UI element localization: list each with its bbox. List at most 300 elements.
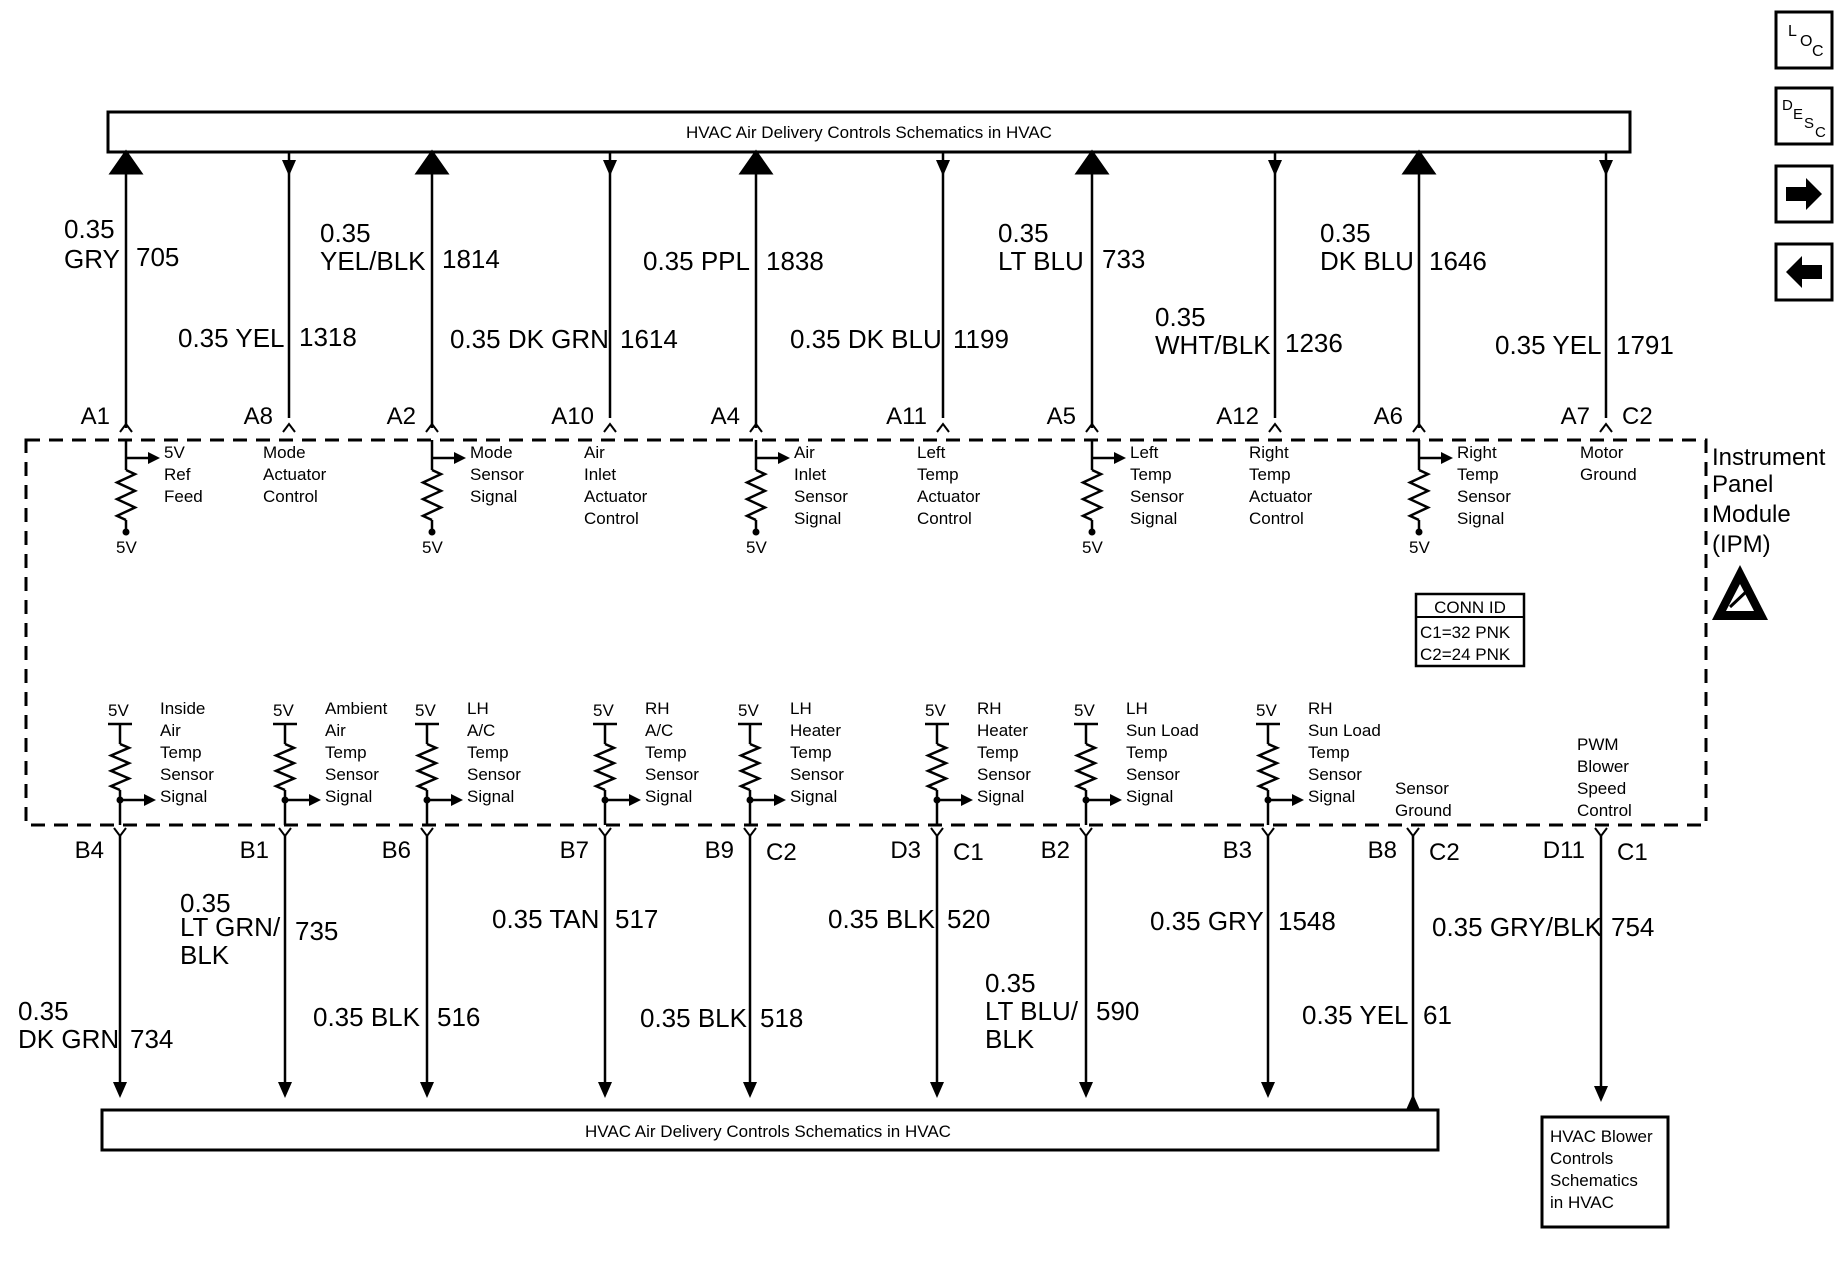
function-label: Control [1577, 801, 1632, 820]
function-label: Temp [160, 743, 202, 762]
function-label: Ground [1395, 801, 1452, 820]
function-label: Signal [1457, 509, 1505, 528]
function-label: A/C [467, 721, 496, 740]
connector-pin [604, 424, 616, 432]
module-name-line: Module [1712, 501, 1791, 528]
module-name-line: Panel [1712, 471, 1774, 498]
wire-color-label: DK GRN [18, 1024, 120, 1054]
connector-pin [1262, 828, 1274, 836]
top-function-3 [422, 440, 524, 557]
connector-pin [744, 828, 756, 836]
pin-label: B3 [1222, 837, 1252, 864]
pin-label: A12 [1216, 403, 1259, 430]
wire-color-label: 0.35 BLK [640, 1003, 747, 1033]
supply-label: 5V [925, 701, 946, 720]
circuit-number: 1791 [1616, 330, 1674, 360]
function-label: Sensor [1126, 765, 1180, 784]
bottom-wire-b2[interactable] [985, 828, 1139, 1098]
function-label: A/C [645, 721, 674, 740]
pin-label: A1 [80, 403, 110, 430]
sensor-resistor [741, 744, 759, 790]
next-button[interactable] [1776, 166, 1832, 222]
supply-label: 5V [1082, 538, 1103, 557]
svg-text:D: D [1782, 97, 1793, 114]
wire-color-label: 0.35 YEL [178, 323, 285, 353]
function-label: Air [584, 443, 605, 462]
arrow-up-icon [1406, 1094, 1420, 1110]
function-label: Actuator [263, 465, 327, 484]
bottom-function-10 [1577, 735, 1632, 820]
function-label: Temp [1308, 743, 1350, 762]
function-label: Signal [1308, 787, 1356, 806]
sensor-resistor [423, 470, 441, 520]
supply-label: 5V [415, 701, 436, 720]
function-label: Inlet [584, 465, 617, 484]
circuit-number: 517 [615, 904, 659, 934]
bottom-function-7 [1074, 699, 1199, 825]
wire-color-label: 0.35 [320, 218, 371, 248]
top-wires [64, 152, 1674, 432]
arrow-down-icon [1599, 160, 1613, 176]
signal-arrow-icon [1114, 452, 1126, 464]
circuit-number: 516 [437, 1002, 481, 1032]
bottom-wire-b8[interactable] [1302, 828, 1460, 1110]
function-label: Left [1130, 443, 1159, 462]
function-label: Sensor [470, 465, 524, 484]
sensor-resistor [928, 744, 946, 790]
circuit-number: 518 [760, 1003, 804, 1033]
top-wire-a2[interactable] [320, 162, 500, 432]
circuit-number: 520 [947, 904, 991, 934]
top-wire-a1[interactable] [64, 162, 179, 432]
function-label: Temp [977, 743, 1019, 762]
svg-text:S: S [1804, 115, 1815, 132]
pin-label: A2 [386, 403, 416, 430]
supply-label: 5V [422, 538, 443, 557]
top-wire-a7[interactable] [1495, 152, 1674, 432]
top-wire-a5[interactable] [998, 162, 1145, 432]
bottom-wires [18, 828, 1654, 1110]
bottom-wire-b4[interactable] [18, 828, 173, 1098]
sensor-resistor [1077, 744, 1095, 790]
function-label: Sun Load [1308, 721, 1381, 740]
wire-color-label: 0.35 YEL [1495, 330, 1602, 360]
function-label: Sensor [794, 487, 848, 506]
supply-label: 5V [108, 701, 129, 720]
function-label: Temp [1126, 743, 1168, 762]
wire-color-label: 0.35 [1320, 218, 1371, 248]
connector-label: C2 [766, 839, 797, 866]
function-label: RH [977, 699, 1002, 718]
function-label: Blower [1577, 757, 1629, 776]
function-label: Temp [1249, 465, 1291, 484]
top-function-5 [746, 440, 848, 557]
connector-pin [599, 828, 611, 836]
pin-label: D3 [890, 837, 921, 864]
function-label: Signal [160, 787, 208, 806]
supply-label: 5V [116, 538, 137, 557]
function-label: Control [1249, 509, 1304, 528]
arrow-down-icon [936, 160, 950, 176]
function-label: Temp [1457, 465, 1499, 484]
signal-arrow-icon [144, 794, 156, 806]
bottom-function-8 [1256, 699, 1381, 825]
wire-color-label: 0.35 [1155, 302, 1206, 332]
connector-pin [421, 828, 433, 836]
signal-arrow-icon [148, 452, 160, 464]
circuit-number: 1548 [1278, 906, 1336, 936]
signal-arrow-icon [454, 452, 466, 464]
bottom-wire-b3[interactable] [1150, 828, 1336, 1098]
top-function-4 [584, 443, 648, 528]
function-label: Temp [645, 743, 687, 762]
pin-label: B8 [1367, 837, 1397, 864]
connector-pin [114, 828, 126, 836]
bottom-wire-d3[interactable] [828, 828, 990, 1098]
supply-label: 5V [273, 701, 294, 720]
module-name-line: (IPM) [1712, 531, 1771, 558]
connector-label: C1 [953, 839, 984, 866]
function-label: Right [1457, 443, 1497, 462]
wire-color-label: 0.35 GRY [1150, 906, 1264, 936]
top-functions [116, 440, 1637, 557]
bottom-function-1 [108, 699, 214, 825]
circuit-number: 61 [1423, 1000, 1452, 1030]
signal-arrow-icon [778, 452, 790, 464]
wire-color-label: LT GRN/ [180, 912, 281, 942]
junction-dot [1089, 529, 1096, 536]
function-label: Speed [1577, 779, 1627, 798]
conn-id-title: CONN ID [1434, 598, 1506, 617]
arrow-down-icon [1079, 1082, 1093, 1098]
blower-box-line: HVAC Blower [1550, 1127, 1653, 1146]
arrow-down-icon [1594, 1086, 1608, 1102]
function-label: Mode [263, 443, 306, 462]
circuit-number: 1838 [766, 246, 824, 276]
signal-arrow-icon [961, 794, 973, 806]
wire-color-label: GRY [64, 244, 120, 274]
signal-arrow-icon [309, 794, 321, 806]
supply-label: 5V [738, 701, 759, 720]
sensor-resistor [596, 744, 614, 790]
top-function-1 [116, 440, 203, 557]
sensor-resistor [276, 744, 294, 790]
arrow-down-icon [598, 1082, 612, 1098]
pin-label: A8 [243, 403, 273, 430]
supply-label: 5V [1074, 701, 1095, 720]
function-label: PWM [1577, 735, 1619, 754]
conn-id-line: C1=32 PNK [1420, 623, 1511, 642]
top-function-2 [263, 443, 327, 506]
function-label: Left [917, 443, 946, 462]
svg-text:E: E [1793, 106, 1804, 123]
function-label: Sensor [645, 765, 699, 784]
function-label: Signal [470, 487, 518, 506]
function-label: Sun Load [1126, 721, 1199, 740]
function-label: Right [1249, 443, 1289, 462]
pin-label: B2 [1040, 837, 1070, 864]
function-label: Actuator [1249, 487, 1313, 506]
bottom-functions [108, 699, 1632, 825]
top-wire-a12[interactable] [1155, 152, 1343, 432]
wire-color-label: LT BLU/ [985, 996, 1078, 1026]
function-label: Ambient [325, 699, 388, 718]
arrow-down-icon [1268, 160, 1282, 176]
function-label: Sensor [467, 765, 521, 784]
function-label: Sensor [1457, 487, 1511, 506]
top-wire-a11[interactable] [790, 152, 1009, 432]
pin-label: A5 [1046, 403, 1076, 430]
wire-color-label: 0.35 GRY/BLK [1432, 912, 1603, 942]
function-label: Feed [164, 487, 203, 506]
bottom-function-3 [415, 699, 521, 825]
arrow-down-icon [282, 160, 296, 176]
pin-label: A11 [886, 403, 927, 430]
supply-label: 5V [1409, 538, 1430, 557]
function-label: Control [263, 487, 318, 506]
top-wire-a8[interactable] [178, 152, 357, 432]
blower-schematic-box[interactable] [1542, 1117, 1668, 1227]
bottom-function-5 [738, 699, 844, 825]
function-label: Signal [1126, 787, 1174, 806]
connector-pin [937, 424, 949, 432]
prev-button[interactable] [1776, 244, 1832, 300]
circuit-number: 754 [1611, 912, 1655, 942]
signal-arrow-icon [629, 794, 641, 806]
function-label: Motor [1580, 443, 1624, 462]
function-label: Temp [1130, 465, 1172, 484]
connector-label: C1 [1617, 839, 1648, 866]
pin-label: B4 [74, 837, 104, 864]
function-label: Air [160, 721, 181, 740]
bottom-function-9 [1395, 779, 1452, 820]
svg-text:O: O [1800, 33, 1813, 50]
signal-arrow-icon [451, 794, 463, 806]
connector-pin [1080, 828, 1092, 836]
function-label: Inside [160, 699, 206, 718]
signal-arrow-icon [1292, 794, 1304, 806]
wire-color-label: YEL/BLK [320, 246, 426, 276]
bottom-function-2 [273, 699, 388, 825]
conn-id-line: C2=24 PNK [1420, 645, 1511, 664]
circuit-number: 1814 [442, 244, 500, 274]
junction-dot [1416, 529, 1423, 536]
circuit-number: 705 [136, 242, 180, 272]
blower-box-line: Controls [1550, 1149, 1614, 1168]
bottom-wire-b6[interactable] [313, 828, 480, 1098]
supply-label: 5V [1256, 701, 1277, 720]
function-label: Signal [790, 787, 838, 806]
pin-label: D11 [1542, 837, 1585, 864]
pin-label: A6 [1373, 403, 1403, 430]
function-label: RH [645, 699, 670, 718]
circuit-number: 733 [1102, 244, 1146, 274]
function-label: Inlet [794, 465, 827, 484]
function-label: Sensor [1395, 779, 1449, 798]
top-wire-a4[interactable] [643, 162, 824, 432]
top-function-9 [1409, 440, 1511, 557]
function-label: Signal [794, 509, 842, 528]
pin-label: B1 [239, 837, 269, 864]
bottom-wire-b1[interactable] [180, 828, 338, 1098]
svg-text:L: L [1788, 23, 1797, 40]
function-label: LH [1126, 699, 1148, 718]
signal-arrow-icon [774, 794, 786, 806]
wire-color-label: 0.35 YEL [1302, 1000, 1409, 1030]
connector-pin [1407, 828, 1419, 836]
wire-color-label: 0.35 [64, 214, 115, 244]
wire-color-label: 0.35 TAN [492, 904, 600, 934]
wire-color-label: BLK [985, 1024, 1035, 1054]
signal-arrow-icon [1441, 452, 1453, 464]
circuit-number: 1199 [953, 324, 1009, 354]
function-label: Heater [977, 721, 1029, 740]
esd-warning-icon [1712, 565, 1768, 620]
sensor-resistor [117, 470, 135, 520]
function-label: Signal [977, 787, 1025, 806]
arrow-down-icon [420, 1082, 434, 1098]
circuit-number: 1646 [1429, 246, 1487, 276]
connector-pin [931, 828, 943, 836]
function-label: Sensor [790, 765, 844, 784]
arrow-down-icon [1261, 1082, 1275, 1098]
wire-color-label: 0.35 BLK [313, 1002, 420, 1032]
supply-label: 5V [746, 538, 767, 557]
wire-color-label: 0.35 [998, 218, 1049, 248]
junction-dot [429, 529, 436, 536]
function-label: 5V [164, 443, 185, 462]
conn-id-box [1416, 594, 1524, 666]
bottom-wire-b9[interactable] [640, 828, 803, 1098]
arrow-down-icon [743, 1082, 757, 1098]
function-label: Sensor [1130, 487, 1184, 506]
arrow-down-icon [278, 1082, 292, 1098]
top-function-10 [1580, 443, 1637, 484]
wire-color-label: 0.35 DK GRN [450, 324, 609, 354]
wire-color-label: 0.35 [180, 888, 231, 918]
function-label: Air [325, 721, 346, 740]
function-label: LH [790, 699, 812, 718]
function-label: Signal [1130, 509, 1178, 528]
function-label: Actuator [584, 487, 648, 506]
junction-dot [123, 529, 130, 536]
function-label: Mode [470, 443, 513, 462]
function-label: Temp [917, 465, 959, 484]
module-name-line: Instrument [1712, 444, 1826, 471]
sensor-resistor [1259, 744, 1277, 790]
wire-color-label: 0.35 DK BLU [790, 324, 942, 354]
connector-pin [1595, 828, 1607, 836]
function-label: Sensor [160, 765, 214, 784]
function-label: Actuator [917, 487, 981, 506]
connector-pin [283, 424, 295, 432]
function-label: Signal [467, 787, 515, 806]
arrow-down-icon [113, 1082, 127, 1098]
connector-pin [1269, 424, 1281, 432]
bottom-bar-label: HVAC Air Delivery Controls Schematics in HVAC [585, 1122, 951, 1141]
function-label: Air [794, 443, 815, 462]
function-label: Sensor [1308, 765, 1362, 784]
pin-label: B7 [559, 837, 589, 864]
wire-color-label: 0.35 [985, 968, 1036, 998]
sensor-resistor [747, 470, 765, 520]
wire-color-label: 0.35 [18, 996, 69, 1026]
function-label: Ground [1580, 465, 1637, 484]
loc-button[interactable] [1776, 12, 1832, 68]
pin-label: A4 [710, 403, 740, 430]
function-label: Temp [467, 743, 509, 762]
circuit-number: 1236 [1285, 328, 1343, 358]
sensor-resistor [111, 744, 129, 790]
sensor-resistor [418, 744, 436, 790]
function-label: Control [917, 509, 972, 528]
top-wire-a6[interactable] [1320, 162, 1487, 432]
pin-label: A7 [1560, 403, 1590, 430]
bottom-schematic-bar[interactable] [102, 1110, 1438, 1150]
function-label: LH [467, 699, 489, 718]
connector-pin [1600, 424, 1612, 432]
wire-color-label: DK BLU [1320, 246, 1414, 276]
wire-color-label: LT BLU [998, 246, 1084, 276]
pin-label: A10 [551, 403, 594, 430]
sensor-resistor [1410, 470, 1428, 520]
top-wire-a10[interactable] [450, 152, 678, 432]
bottom-function-4 [593, 699, 699, 825]
connector-label: C2 [1622, 403, 1653, 430]
desc-button[interactable] [1776, 88, 1832, 144]
function-label: Heater [790, 721, 842, 740]
wire-color-label: BLK [180, 940, 230, 970]
function-label: Ref [164, 465, 191, 484]
top-schematic-bar[interactable] [108, 112, 1630, 152]
function-label: RH [1308, 699, 1333, 718]
top-function-6 [917, 443, 981, 528]
signal-arrow-icon [1110, 794, 1122, 806]
function-label: Temp [325, 743, 367, 762]
wire-color-label: 0.35 BLK [828, 904, 935, 934]
bottom-wire-d11[interactable] [1432, 828, 1654, 1102]
function-label: Signal [645, 787, 693, 806]
bottom-function-6 [925, 699, 1031, 825]
circuit-number: 1318 [299, 322, 357, 352]
circuit-number: 1614 [620, 324, 678, 354]
circuit-number: 590 [1096, 996, 1140, 1026]
circuit-number: 734 [130, 1024, 174, 1054]
sensor-resistor [1083, 470, 1101, 520]
arrow-down-icon [930, 1082, 944, 1098]
function-label: Control [584, 509, 639, 528]
connector-label: C2 [1429, 839, 1460, 866]
junction-dot [753, 529, 760, 536]
connector-pin [279, 828, 291, 836]
arrow-down-icon [603, 160, 617, 176]
svg-text:C: C [1812, 43, 1824, 60]
bottom-wire-b7[interactable] [492, 828, 658, 1098]
top-function-7 [1082, 440, 1184, 557]
circuit-number: 735 [295, 916, 339, 946]
wire-color-label: 0.35 PPL [643, 246, 750, 276]
function-label: Sensor [977, 765, 1031, 784]
blower-box-line: Schematics [1550, 1171, 1638, 1190]
function-label: Sensor [325, 765, 379, 784]
pin-label: B6 [381, 837, 411, 864]
function-label: Signal [325, 787, 373, 806]
wire-color-label: WHT/BLK [1155, 330, 1271, 360]
module-name [1712, 444, 1832, 558]
svg-text:C: C [1815, 124, 1826, 141]
function-label: Temp [790, 743, 832, 762]
supply-label: 5V [593, 701, 614, 720]
